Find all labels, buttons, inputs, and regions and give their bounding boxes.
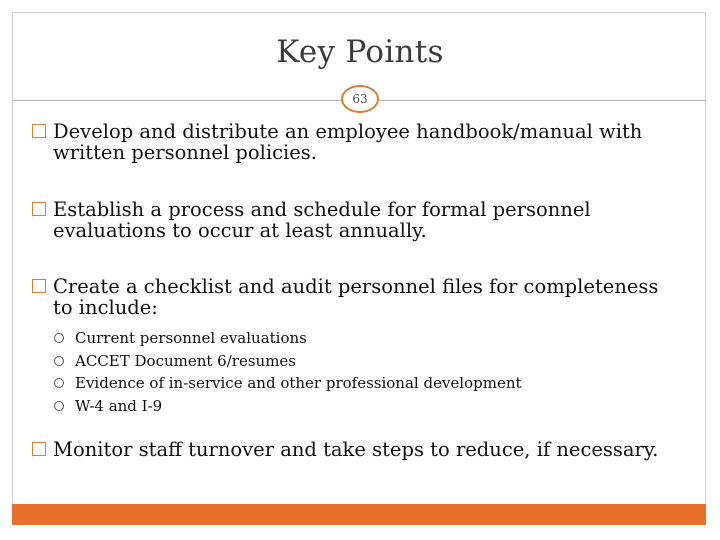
- key-point-1: [32, 121, 682, 163]
- slide-number-badge: 63: [341, 85, 379, 113]
- key-point-text: Establish a process and schedule for formal personnel evaluations to occur at least annually.: [53, 198, 591, 242]
- sub-item-text: Current personnel evaluations: [75, 329, 307, 347]
- footer-accent-bar: [12, 504, 706, 525]
- key-points-list: [32, 121, 682, 460]
- slide-title: Key Points: [276, 34, 444, 70]
- sub-item-text: Evidence of in-service and other professional development: [75, 374, 522, 392]
- key-point-4: [32, 439, 682, 460]
- key-point-text: Develop and distribute an employee handbook/manual with written personnel policies.: [53, 120, 643, 164]
- checkbox-bullet-icon: [32, 124, 46, 138]
- sub-item-text: W-4 and I-9: [75, 396, 163, 415]
- checkbox-bullet-icon: [32, 279, 46, 293]
- sub-list-item: [53, 395, 682, 418]
- checkbox-bullet-icon: [32, 442, 46, 456]
- sub-list: [53, 327, 682, 417]
- sub-list-item: [53, 350, 682, 373]
- key-point-text: Create a checklist and audit personnel files for completeness to include:: [53, 275, 659, 319]
- circle-bullet-icon: [54, 356, 64, 366]
- sub-list-item: [53, 327, 682, 350]
- circle-bullet-icon: [54, 378, 64, 388]
- circle-bullet-icon: [54, 401, 64, 411]
- key-point-text: Monitor staff turnover and take steps to reduce, if necessary.: [53, 438, 659, 461]
- sub-list-item: [53, 372, 682, 395]
- key-point-2: [32, 199, 682, 241]
- checkbox-bullet-icon: [32, 202, 46, 216]
- key-point-3: [32, 276, 682, 417]
- sub-item-text: ACCET Document 6/resumes: [75, 351, 296, 370]
- circle-bullet-icon: [54, 333, 64, 343]
